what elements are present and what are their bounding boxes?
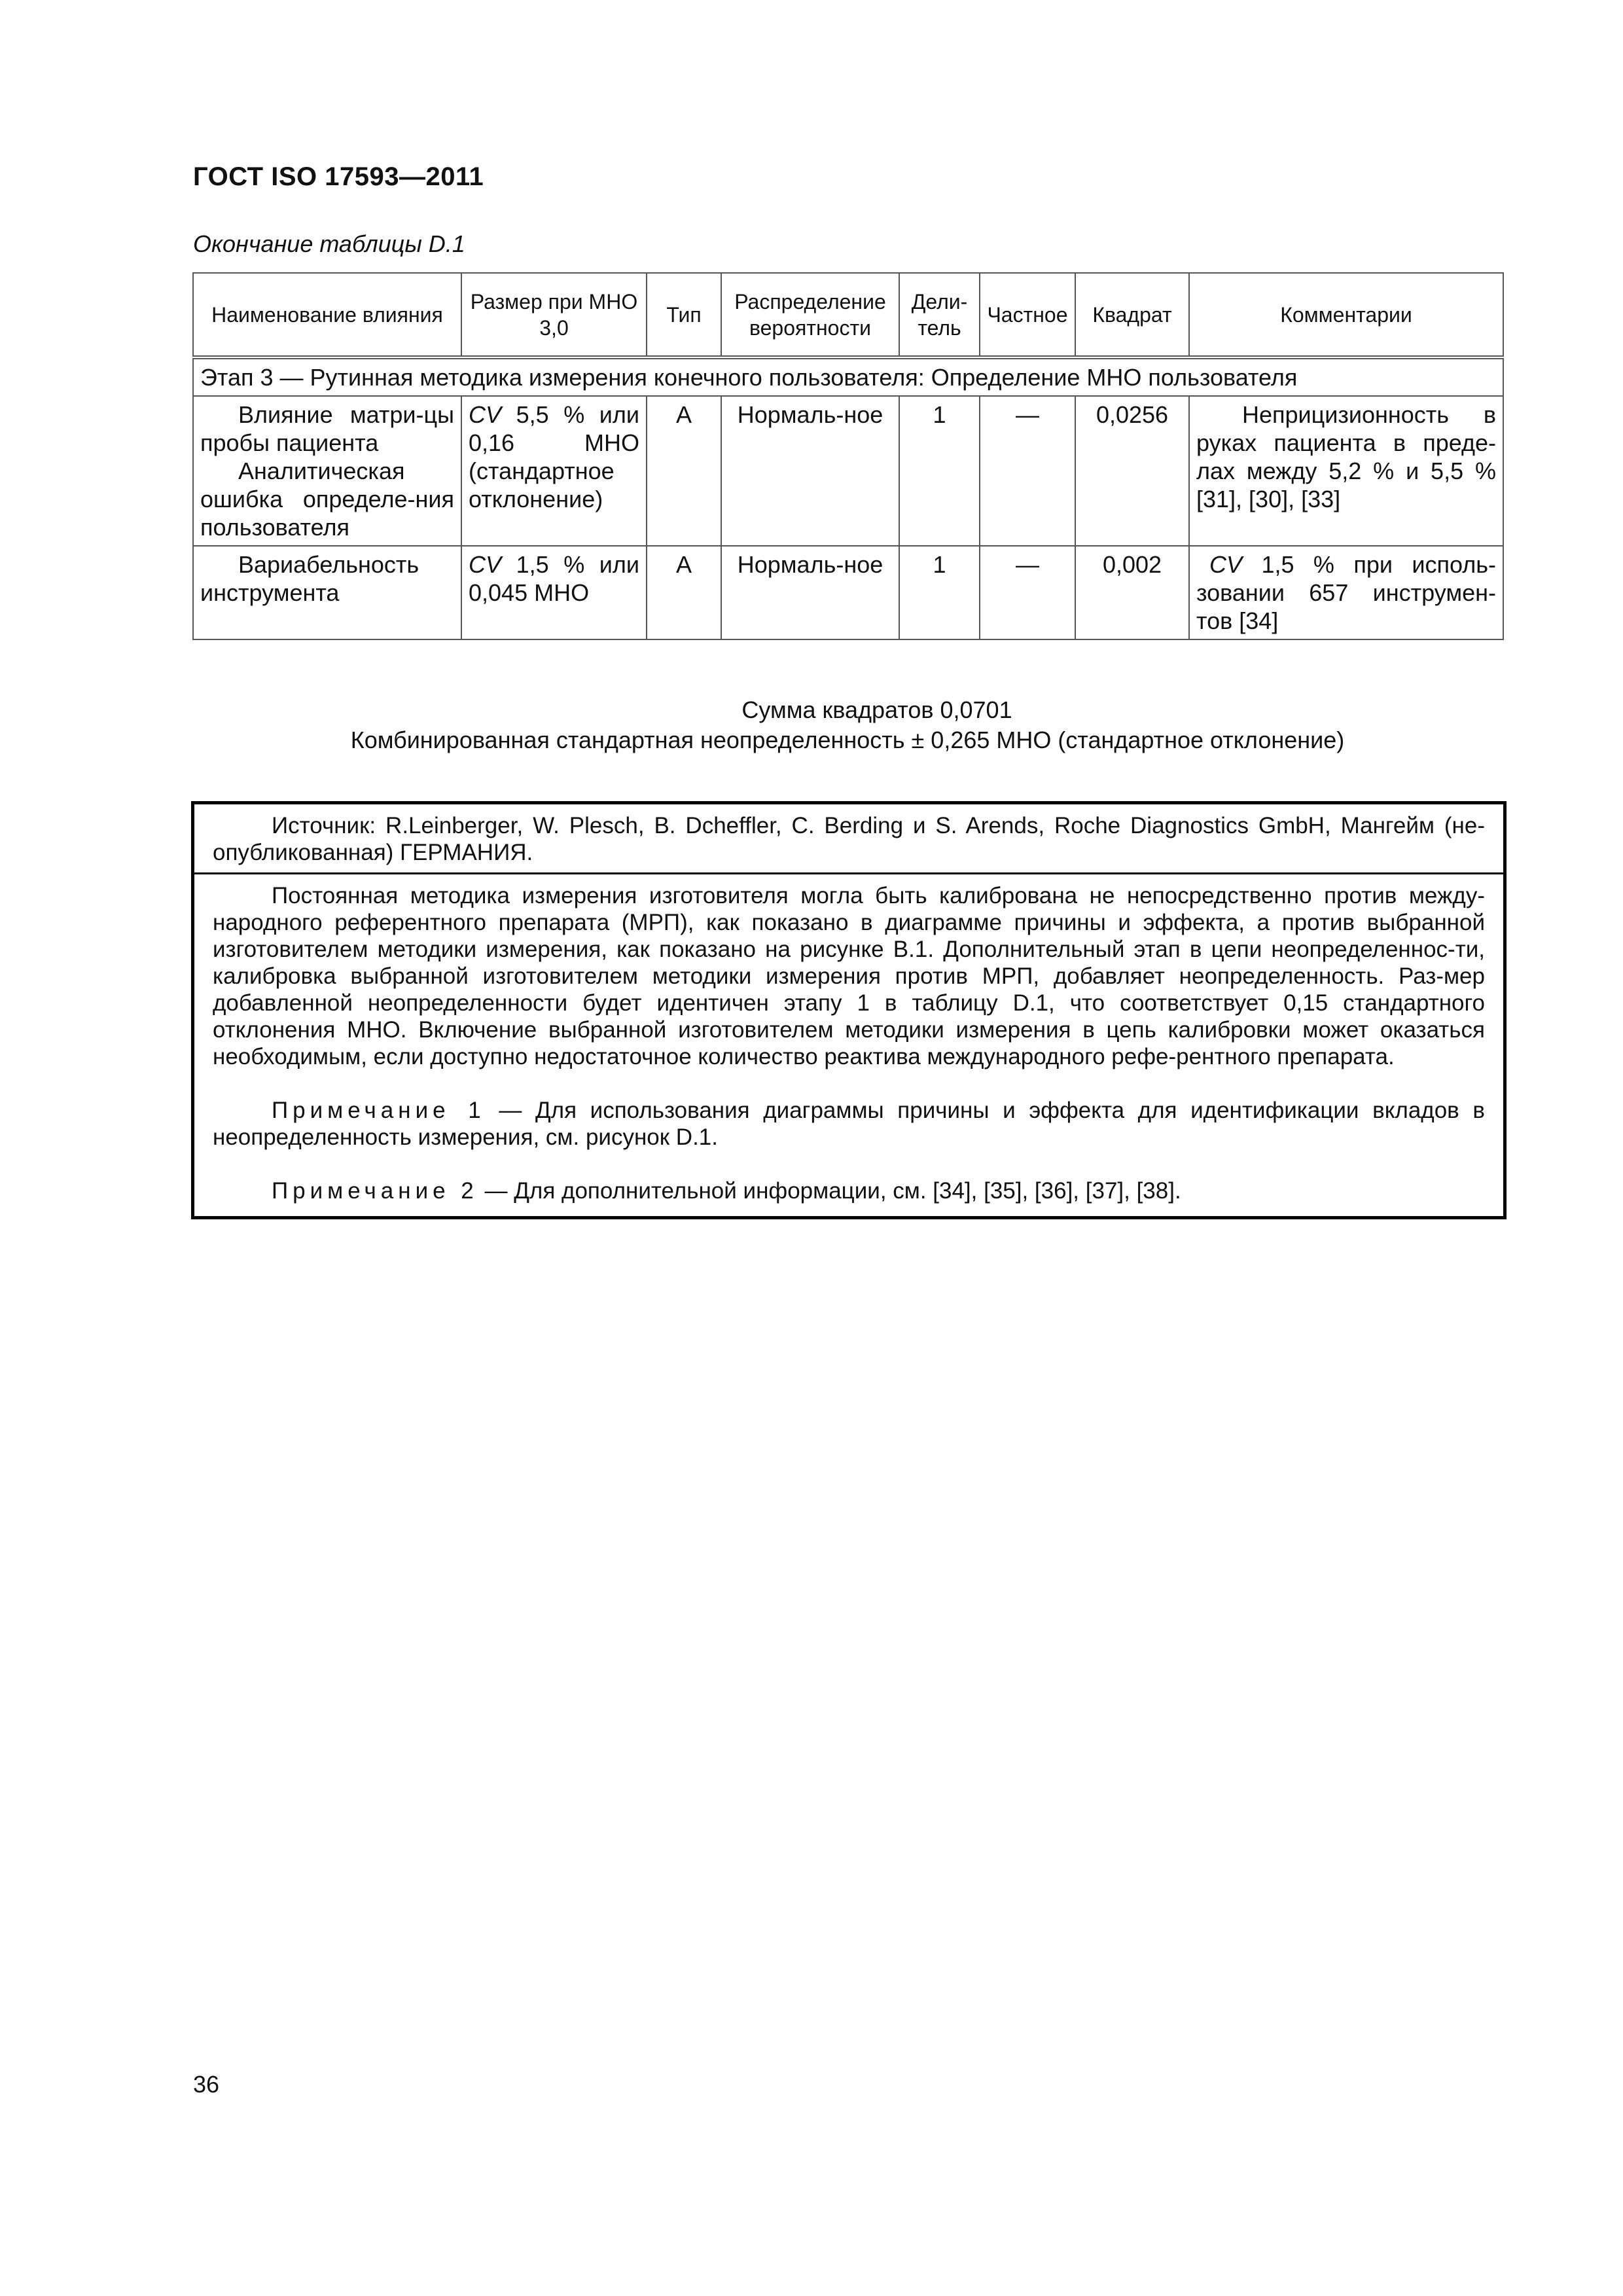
header-square: Квадрат — [1075, 273, 1189, 357]
uncertainty-table — [192, 272, 1504, 640]
note-2-label: Примечание 2 — [272, 1178, 478, 1204]
sum-of-squares: Сумма квадратов 0,0701 — [741, 696, 1012, 723]
source-text: Источник: R.Leinberger, W. Plesch, B. Dcheffler, C. Berding и S. Arends, Roche Diagnostics GmbH, Мангейм (не-опубликованная) ГЕРМАНИЯ. — [194, 804, 1503, 874]
cv-label: CV — [469, 551, 502, 578]
header-distribution: Распределение вероятности — [721, 273, 899, 357]
stage-row — [193, 357, 1503, 396]
note-1-label: Примечание 1 — [272, 1098, 486, 1123]
influence-name-1: Влияние матри-цы пробы пациента — [200, 401, 454, 456]
note-1 — [213, 1097, 1485, 1151]
size-cell — [461, 546, 647, 639]
header-divisor: Дели-тель — [899, 273, 980, 357]
table-caption: Окончание таблицы D.1 — [193, 230, 465, 257]
note-2-text: — Для дополнительной информации, см. [34], [35], [36], [37], [38]. — [478, 1178, 1181, 1204]
size-cell — [461, 396, 647, 546]
document-header: ГОСТ ISO 17593—2011 — [193, 162, 484, 191]
table-row — [193, 546, 1503, 639]
influence-name-cell — [193, 396, 461, 546]
page-number: 36 — [193, 2071, 220, 2098]
note-1-text: — Для использования диаграммы причины и эффекта для идентификации вкладов в неопределенность измерения, см. рисунок D.1. — [213, 1098, 1485, 1150]
header-comments: Комментарии — [1189, 273, 1503, 357]
distribution-cell: Нормаль-ное — [721, 396, 899, 546]
stage-3-label: Этап 3 — Рутинная методика измерения конечного пользователя: Определение МНО пользователя — [193, 357, 1503, 396]
influence-name-2: Аналитическая ошибка определе-ния пользователя — [200, 457, 454, 541]
header-quotient: Частное — [980, 273, 1075, 357]
influence-name-cell: Вариабельность инструмента — [193, 546, 461, 639]
divisor-cell: 1 — [899, 546, 980, 639]
header-size: Размер при МНО 3,0 — [461, 273, 647, 357]
note-2 — [213, 1177, 1485, 1204]
explanation-paragraph: Постоянная методика измерения изготовителя могла быть калибрована не непосредственно против между-народного референтного препарата (МРП), как показано в диаграмме причины и эффекта, а против выбранной изготовителем методики измерения, как показано на рисунке B.1. Дополнительный этап в цепи неопределеннос-ти, калибровка выбранной изготовителем методики измерения против МРП, добавляет неопределенность. Раз-мер добавленной неопределенности будет идентичен этапу 1 в таблицу D.1, что соответствует 0,15 стандартного отклонения МНО. Включение выбранной изготовителем методики измерения в цепь калибровки может оказаться необходимым, если доступно недостаточное количество реактива международного рефе-рентного препарата. — [213, 883, 1485, 1069]
type-cell: A — [647, 546, 721, 639]
table-header-row — [193, 273, 1503, 357]
quotient-cell: — — [980, 546, 1075, 639]
square-cell: 0,0256 — [1075, 396, 1189, 546]
header-type: Тип — [647, 273, 721, 357]
square-cell: 0,002 — [1075, 546, 1189, 639]
distribution-cell: Нормаль-ное — [721, 546, 899, 639]
comment-text: 1,5 % при исполь-зовании 657 инструмен-тов [34] — [1196, 551, 1496, 634]
divisor-cell: 1 — [899, 396, 980, 546]
note-body — [194, 874, 1503, 1216]
quotient-cell: — — [980, 396, 1075, 546]
cv-label: CV — [469, 401, 502, 428]
type-cell: A — [647, 396, 721, 546]
source-note-box — [191, 801, 1507, 1219]
cv-label: CV — [1209, 551, 1243, 578]
header-influence-name: Наименование влияния — [193, 273, 461, 357]
combined-uncertainty: Комбинированная стандартная неопределенность ± 0,265 МНО (стандартное отклонение) — [350, 726, 1345, 753]
comment-cell — [1189, 546, 1503, 639]
table-row — [193, 396, 1503, 546]
size-value: 1,5 % или 0,045 МНО — [469, 551, 639, 606]
size-value: 5,5 % или 0,16 МНО (стандартное отклонение) — [469, 401, 639, 512]
comment-cell: Неприцизионность в руках пациента в преде-лах между 5,2 % и 5,5 % [31], [30], [33] — [1189, 396, 1503, 546]
